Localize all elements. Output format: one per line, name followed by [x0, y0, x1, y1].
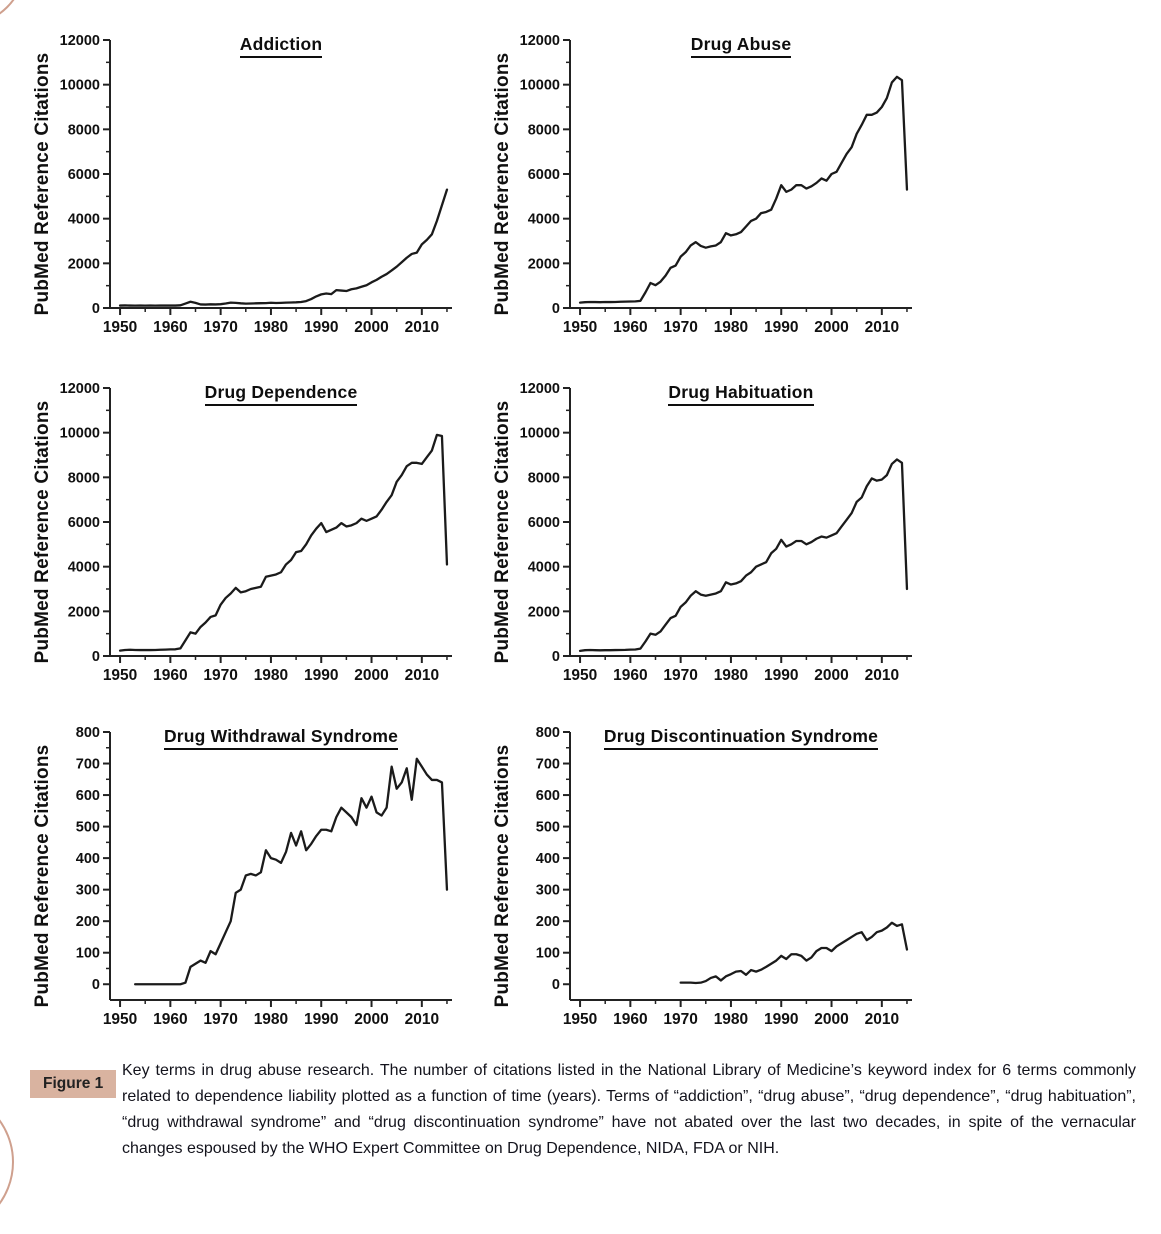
y-tick-label: 6000: [527, 167, 560, 183]
citation-trend-line: [580, 459, 907, 650]
plot-wrap: [518, 378, 923, 686]
y-tick-label: 10000: [519, 77, 560, 94]
x-tick-label: 1960: [613, 667, 648, 684]
y-axis-label: PubMed Reference Citations: [492, 52, 513, 316]
x-tick-label: 2000: [814, 319, 849, 336]
y-axis-label-box: [28, 30, 58, 338]
x-tick-label: 1990: [303, 319, 339, 336]
chart-addiction: [28, 30, 463, 338]
chart-drug-dependence: [28, 378, 463, 686]
y-tick-label: 4000: [67, 211, 100, 228]
x-tick-label: 1960: [153, 667, 188, 684]
figure-label-badge: Figure 1: [30, 1070, 116, 1098]
y-tick-label: 0: [551, 301, 560, 317]
x-tick-label: 2010: [404, 667, 440, 684]
y-tick-label: 12000: [519, 33, 560, 49]
y-tick-label: 300: [535, 882, 560, 899]
x-tick-label: 1950: [562, 1011, 598, 1028]
x-tick-label: 2010: [404, 319, 440, 336]
y-tick-label: 200: [75, 914, 100, 931]
x-tick-label: 2010: [864, 319, 900, 336]
x-tick-label: 2000: [814, 667, 849, 684]
citation-trend-line: [681, 923, 907, 983]
plot-drug-abuse: [518, 30, 923, 338]
chart-title: Drug Discontinuation Syndrome: [570, 726, 912, 750]
y-tick-label: 0: [91, 649, 100, 665]
y-tick-label: 700: [535, 756, 560, 773]
plot-drug-habituation: [518, 378, 923, 686]
y-tick-label: 800: [75, 725, 100, 741]
plot-addiction: [58, 30, 463, 338]
y-tick-label: 8000: [67, 470, 100, 487]
y-axis-label-box: [28, 378, 58, 686]
x-tick-label: 1970: [663, 1011, 698, 1028]
x-tick-label: 1990: [763, 667, 799, 684]
y-tick-label: 8000: [527, 470, 560, 487]
y-tick-label: 800: [535, 725, 560, 741]
y-tick-label: 12000: [59, 33, 100, 49]
chart-drug-discontinuation-syndrome: [488, 722, 923, 1030]
y-tick-label: 8000: [67, 122, 100, 139]
y-tick-label: 500: [535, 819, 560, 836]
x-tick-label: 2000: [814, 1011, 849, 1028]
plot-wrap: [58, 378, 463, 686]
y-tick-label: 2000: [527, 604, 560, 621]
plot-wrap: [518, 722, 923, 1030]
y-tick-label: 0: [91, 301, 100, 317]
chart-drug-habituation: [488, 378, 923, 686]
y-tick-label: 6000: [67, 515, 100, 531]
x-tick-label: 2000: [354, 1011, 389, 1028]
y-tick-label: 10000: [59, 425, 100, 442]
y-axis-label-box: [488, 30, 518, 338]
y-tick-label: 100: [535, 945, 560, 962]
x-tick-label: 1960: [153, 319, 188, 336]
x-tick-label: 1960: [613, 1011, 648, 1028]
y-tick-label: 10000: [59, 77, 100, 94]
y-axis-label: PubMed Reference Citations: [492, 744, 513, 1008]
chart-title: Drug Dependence: [110, 382, 452, 406]
x-tick-label: 1970: [203, 1011, 238, 1028]
y-tick-label: 10000: [519, 425, 560, 442]
x-tick-label: 2000: [354, 667, 389, 684]
x-tick-label: 1950: [102, 1011, 138, 1028]
x-tick-label: 1950: [562, 319, 598, 336]
x-tick-label: 2010: [864, 667, 900, 684]
chart-drug-withdrawal-syndrome: [28, 722, 463, 1030]
y-tick-label: 12000: [519, 381, 560, 397]
x-tick-label: 1990: [303, 1011, 339, 1028]
y-axis-label-box: [28, 722, 58, 1030]
y-axis-label: PubMed Reference Citations: [32, 400, 53, 664]
y-tick-label: 600: [75, 788, 100, 805]
y-axis-label: PubMed Reference Citations: [492, 400, 513, 664]
x-tick-label: 1980: [253, 319, 289, 336]
x-tick-label: 1990: [763, 1011, 799, 1028]
y-tick-label: 12000: [59, 381, 100, 397]
y-tick-label: 500: [75, 819, 100, 836]
plot-wrap: [518, 30, 923, 338]
y-tick-label: 400: [535, 851, 560, 868]
figure-caption-text: Key terms in drug abuse research. The number of citations listed in the National Library of Medicine’s keyword index for 6 terms commonly related to dependence liability plotted as a function of time (years). Terms of “addiction”, “drug abuse”, “drug dependence”, “drug habituation”, “drug withdrawal syndrome” and “drug discontinuation syndrome” have not abated over the last two decades, in spite of the vernacular changes espoused by the WHO Expert Committee on Drug Dependence, NIDA, FDA or NIH.: [122, 1062, 1136, 1158]
x-tick-label: 2010: [864, 1011, 900, 1028]
x-tick-label: 1970: [663, 667, 698, 684]
plot-wrap: [58, 30, 463, 338]
x-tick-label: 1970: [203, 319, 238, 336]
x-tick-label: 1980: [713, 319, 749, 336]
citation-trend-line: [580, 77, 907, 303]
y-tick-label: 400: [75, 851, 100, 868]
corner-swoosh-top-left: [0, 0, 26, 26]
chart-title: Drug Abuse: [570, 34, 912, 58]
y-tick-label: 8000: [527, 122, 560, 139]
y-tick-label: 0: [551, 649, 560, 665]
y-axis-label: PubMed Reference Citations: [32, 52, 53, 316]
y-tick-label: 2000: [527, 256, 560, 273]
y-tick-label: 6000: [527, 515, 560, 531]
x-tick-label: 1990: [763, 319, 799, 336]
y-axis-label-box: [488, 722, 518, 1030]
chart-title: Drug Withdrawal Syndrome: [110, 726, 452, 750]
chart-drug-abuse: [488, 30, 923, 338]
y-axis-label-box: [488, 378, 518, 686]
corner-swoosh-bottom-left: [0, 1090, 14, 1234]
x-tick-label: 1990: [303, 667, 339, 684]
y-axis-label: PubMed Reference Citations: [32, 744, 53, 1008]
x-tick-label: 1970: [203, 667, 238, 684]
chart-title: Addiction: [110, 34, 452, 58]
y-tick-label: 2000: [67, 256, 100, 273]
plot-wrap: [58, 722, 463, 1030]
y-tick-label: 300: [75, 882, 100, 899]
x-tick-label: 1980: [713, 1011, 749, 1028]
x-tick-label: 1980: [253, 1011, 289, 1028]
y-tick-label: 0: [91, 977, 100, 994]
y-tick-label: 200: [535, 914, 560, 931]
y-tick-label: 100: [75, 945, 100, 962]
plot-drug-withdrawal-syndrome: [58, 722, 463, 1030]
chart-title: Drug Habituation: [570, 382, 912, 406]
y-tick-label: 700: [75, 756, 100, 773]
y-tick-label: 4000: [67, 559, 100, 576]
x-tick-label: 1980: [713, 667, 749, 684]
x-tick-label: 1970: [663, 319, 698, 336]
plot-drug-dependence: [58, 378, 463, 686]
y-tick-label: 2000: [67, 604, 100, 621]
x-tick-label: 1950: [102, 319, 138, 336]
x-tick-label: 2000: [354, 319, 389, 336]
x-tick-label: 1960: [613, 319, 648, 336]
citation-trend-line: [120, 190, 447, 306]
y-tick-label: 0: [551, 977, 560, 994]
y-tick-label: 4000: [527, 211, 560, 228]
citation-trend-line: [135, 759, 447, 984]
citation-trend-line: [120, 435, 447, 651]
x-tick-label: 1950: [562, 667, 598, 684]
y-tick-label: 4000: [527, 559, 560, 576]
x-tick-label: 1960: [153, 1011, 188, 1028]
y-tick-label: 6000: [67, 167, 100, 183]
x-tick-label: 2010: [404, 1011, 440, 1028]
x-tick-label: 1980: [253, 667, 289, 684]
plot-drug-discontinuation-syndrome: [518, 722, 923, 1030]
y-tick-label: 600: [535, 788, 560, 805]
x-tick-label: 1950: [102, 667, 138, 684]
